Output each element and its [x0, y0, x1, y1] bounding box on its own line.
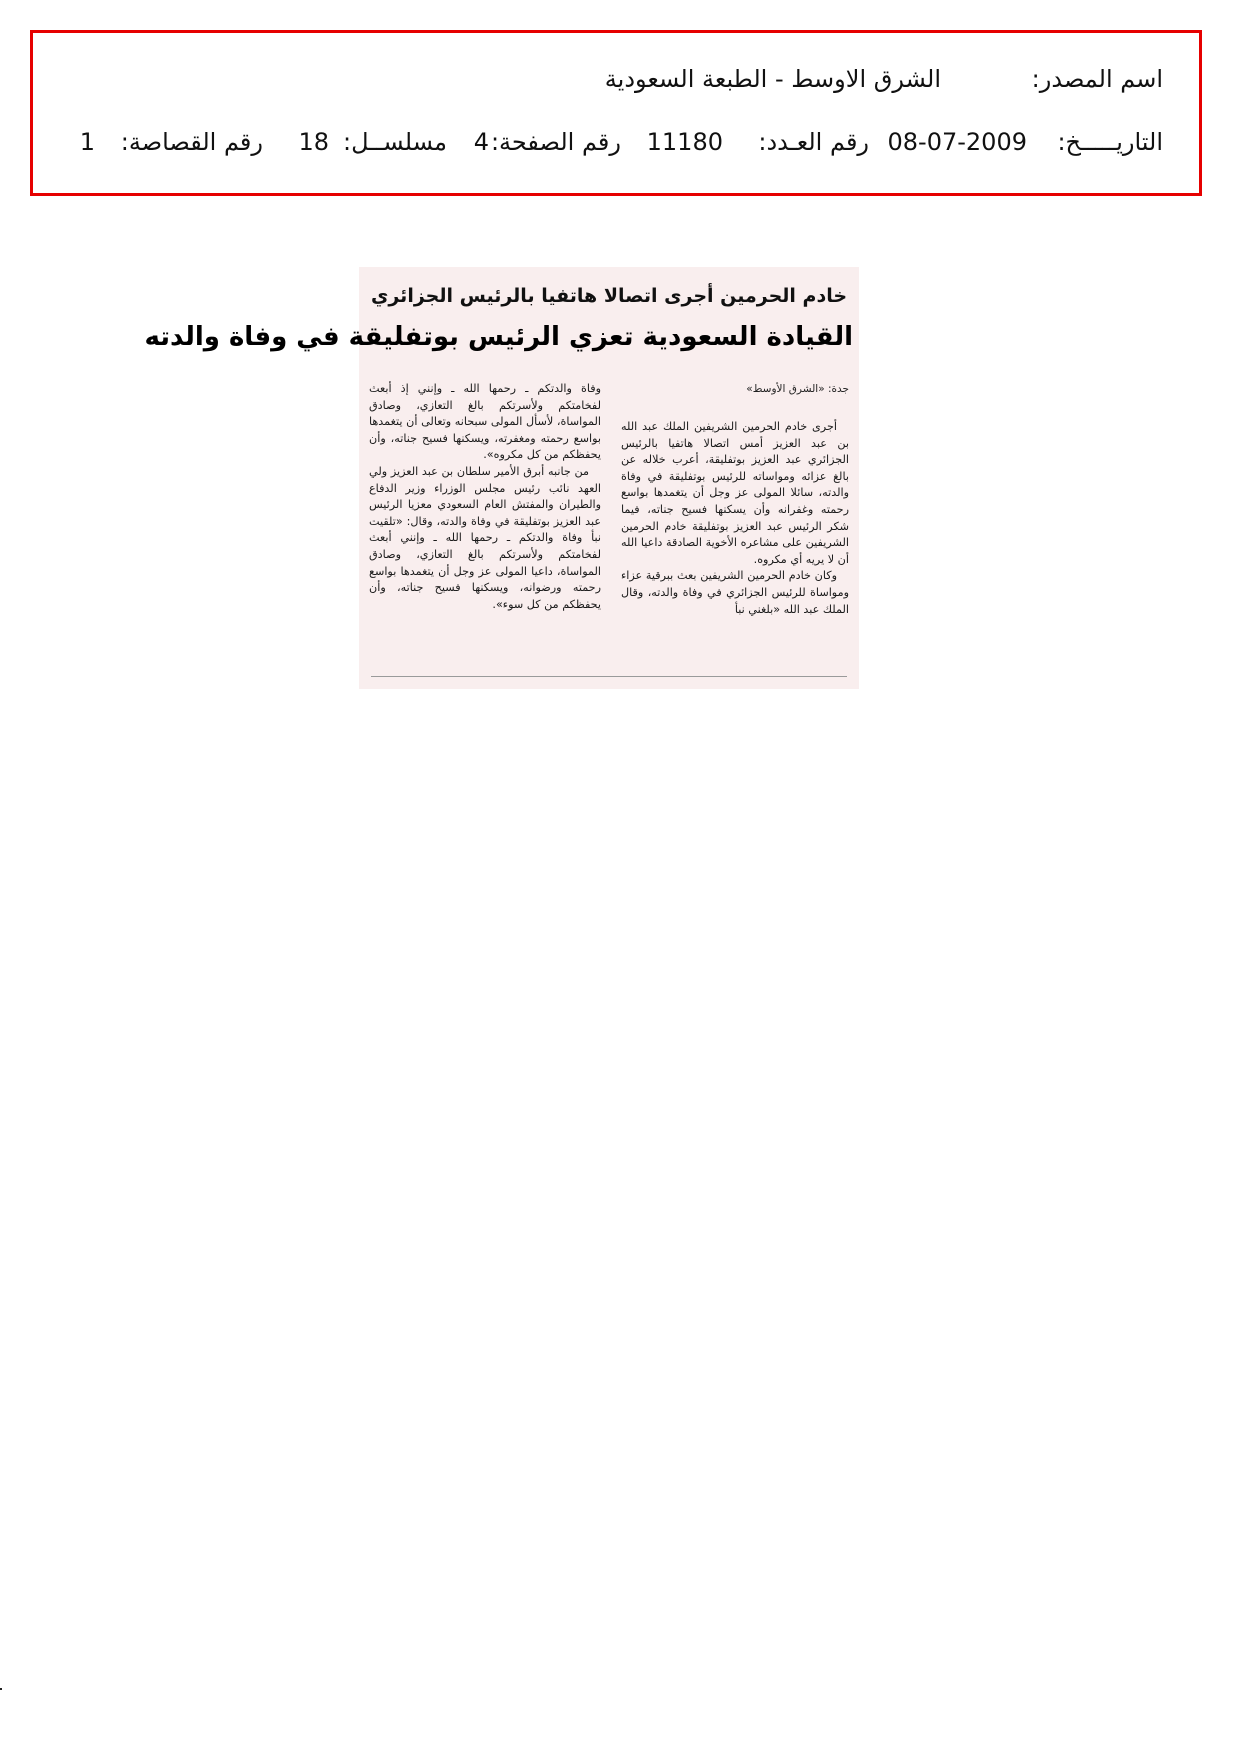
- article-column-2: [369, 381, 601, 613]
- source-label: اسم المصدر:: [1031, 65, 1163, 93]
- article-paragraph: وكان خادم الحرمين الشريفين بعث ببرقية عزاء ومواساة للرئيس الجزائري في وفاة والدته، وقال الملك عبد الله «بلغني نبأ: [621, 569, 849, 616]
- scan-speck: [0, 1688, 2, 1690]
- article-bottom-rule: [371, 676, 847, 677]
- article-paragraph: أجرى خادم الحرمين الشريفين الملك عبد الله بن عبد العزيز أمس اتصالا هاتفيا بالرئيس الجزائري عبد العزيز بوتفليقة، أعرب خلاله عن بالغ عزائه ومواساته للرئيس بوتفليقة في وفاة والدته، سائلا المولى عز وجل أن يتغمدها بواسع رحمته وغفرانه وأن يسكنها فسيح جناته، فيما شكر الرئيس عبد العزيز بوتفليقة خادم الحرمين الشريفين على مشاعره الأخوية الصادقة داعيا الله أن لا يريه أي مكروه.: [621, 420, 849, 566]
- article-column-1: [621, 381, 849, 618]
- metadata-header: [30, 30, 1202, 196]
- date-label: التاريـــــخ:: [1057, 128, 1163, 156]
- date-value: 08-07-2009: [887, 128, 1027, 156]
- article-headline: القيادة السعودية تعزي الرئيس بوتفليقة في وفاة والدته: [144, 322, 853, 352]
- clip-value: 1: [79, 128, 95, 156]
- article-kicker: خادم الحرمين أجرى اتصالا هاتفيا بالرئيس الجزائري: [370, 285, 848, 307]
- article-dateline: جدة: «الشرق الأوسط»: [746, 383, 849, 395]
- serial-label: مسلســل:: [343, 128, 447, 156]
- issue-label: رقم العـدد:: [758, 128, 869, 156]
- serial-value: 18: [298, 128, 329, 156]
- article-clipping: [144, 267, 859, 689]
- article-paragraph: وفاة والدتكم ـ رحمها الله ـ وإنني إذ أبعث لفخامتكم ولأسرتكم بالغ التعازي، وصادق المواساة، لأسأل المولى سبحانه وتعالى أن يتغمدها بواسع رحمته ومغفرته، ويسكنها فسيح جناته، وأن يحفظكم من كل مكروه».: [369, 382, 601, 462]
- issue-value: 11180: [646, 128, 723, 156]
- page-value: 4: [473, 128, 489, 156]
- article-paragraph: من جانبه أبرق الأمير سلطان بن عبد العزيز ولي العهد نائب رئيس مجلس الوزراء وزير الدفاع والطيران والمفتش العام السعودي معزيا الرئيس عبد العزيز بوتفليقة في وفاة والدته، وقال: «تلقيت نبأ وفاة والدتكم ـ رحمها الله ـ وإنني أبعث لفخامتكم ولأسرتكم بالغ التعازي، وصادق المواساة، داعيا المولى عز وجل أن يتغمدها بواسع رحمته ورضوانه، ويسكنها فسيح جناته، وأن يحفظكم من كل سوء».: [369, 464, 601, 611]
- clip-label: رقم القصاصة:: [120, 128, 263, 156]
- source-value: الشرق الاوسط - الطبعة السعودية: [604, 65, 941, 93]
- page-label: رقم الصفحة:: [490, 128, 621, 156]
